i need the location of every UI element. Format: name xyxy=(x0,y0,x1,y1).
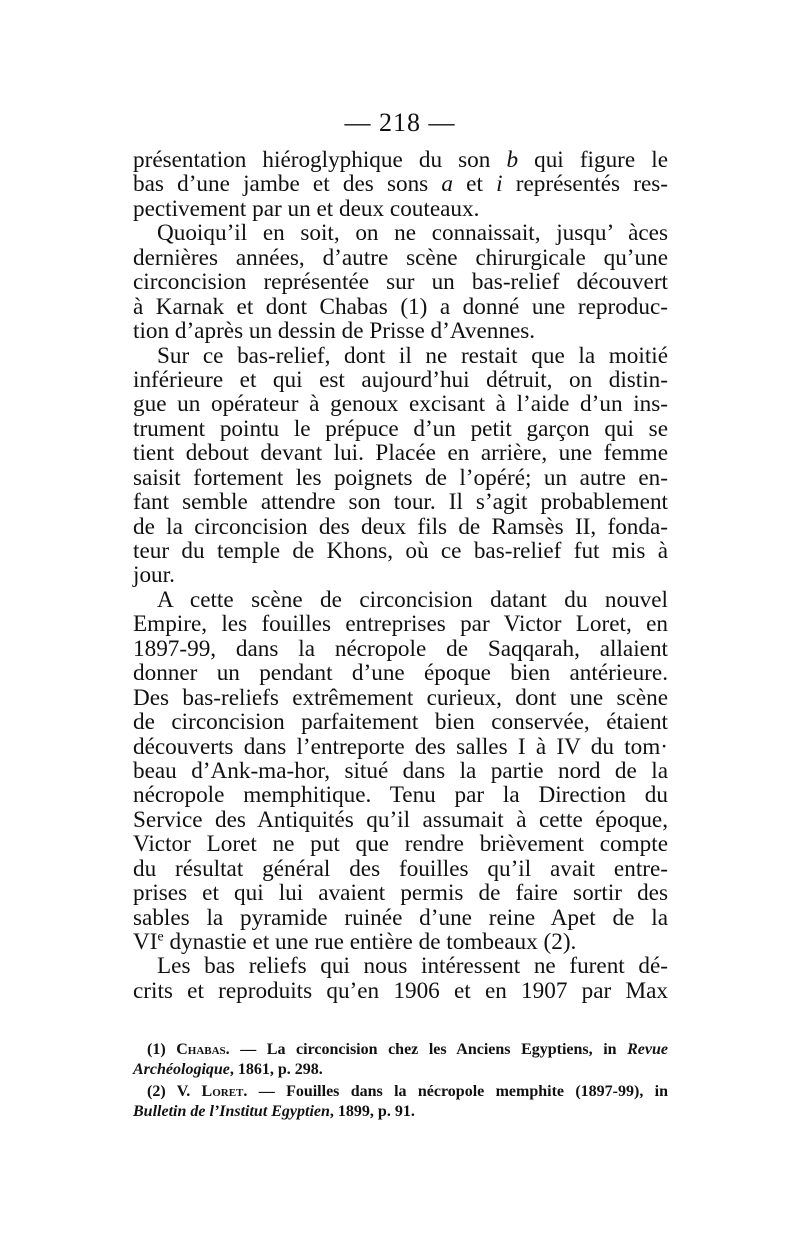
text-segment: trument pointu le prépuce d’un petit garçon qui se xyxy=(133,415,668,442)
text-segment: tion d’après un dessin de Prisse d’Avennes. xyxy=(133,318,536,345)
text-line xyxy=(133,710,668,734)
text-segment: Service des Antiquités qu’il assumait à cette époque, xyxy=(133,806,668,833)
text-segment: crits et reproduits qu’en 1906 et en 1907 par Max xyxy=(133,977,668,1004)
text-segment: tient debout devant lui. Placée en arrière, une femme xyxy=(133,440,668,467)
text-segment: Revue xyxy=(627,1041,668,1058)
text-line xyxy=(133,979,668,1003)
text-segment: gue un opérateur à genoux excisant à l’aide d’un ins- xyxy=(133,391,668,418)
text-line xyxy=(133,686,668,710)
text-line xyxy=(133,246,668,270)
text-segment: de la circoncision des deux fils de Ramsès II, fonda- xyxy=(133,513,668,540)
page-number: — 218 — xyxy=(344,108,456,137)
text-line xyxy=(133,954,668,978)
footnote-line xyxy=(133,1082,668,1102)
text-segment: Victor Loret ne put que rendre brièvement compte xyxy=(133,831,668,858)
text-segment: , 1899, p. 91. xyxy=(329,1102,415,1120)
text-segment: (2) V. xyxy=(147,1083,202,1100)
text-segment: présentation hiéroglyphique du son xyxy=(133,147,507,173)
text-line xyxy=(133,637,668,661)
text-segment: Chabas xyxy=(176,1041,226,1058)
footnote-line xyxy=(133,1060,668,1080)
text-line xyxy=(133,735,668,759)
text-line xyxy=(133,319,668,343)
text-line xyxy=(133,197,668,221)
text-segment: Les bas reliefs qui nous intéressent ne furent dé- xyxy=(157,953,668,980)
text-segment: , 1861, p. 298. xyxy=(229,1060,323,1078)
text-line xyxy=(133,612,668,636)
text-segment: teur du temple de Khons, où ce bas-relief fut mis à xyxy=(133,538,668,564)
text-segment: b xyxy=(506,147,519,173)
text-line xyxy=(133,221,668,245)
text-segment: et xyxy=(452,171,497,198)
text-segment: e xyxy=(157,929,164,945)
text-line xyxy=(133,295,668,319)
text-segment: fant semble attendre son tour. Il s’agit probablement xyxy=(133,489,668,516)
text-line xyxy=(133,368,668,392)
text-segment: Loret xyxy=(201,1083,244,1100)
text-line xyxy=(133,490,668,514)
footnote xyxy=(133,1082,668,1121)
text-segment: bas d’une jambe et des sons xyxy=(133,171,442,198)
text-segment: qui figure le xyxy=(518,147,669,173)
text-line xyxy=(133,466,668,490)
footnote-line xyxy=(133,1040,668,1060)
text-segment: pectivement par un et deux couteaux. xyxy=(133,195,480,222)
text-segment: a xyxy=(441,171,453,198)
text-segment: Quoiqu’il en soit, on ne connaissait, jusqu’ àces xyxy=(157,220,668,247)
text-line xyxy=(133,661,668,685)
text-segment: jour. xyxy=(133,562,175,589)
text-segment: . — Fouilles dans la nécropole memphite (1897-99), in xyxy=(243,1083,668,1100)
footnotes xyxy=(133,1040,668,1121)
text-segment: VI xyxy=(133,929,158,955)
text-segment: Des bas-reliefs extrêmement curieux, dont une scène xyxy=(133,684,668,711)
text-line xyxy=(133,344,668,368)
text-segment: Archéologique xyxy=(133,1060,230,1078)
text-segment: donner un pendant d’une époque bien antérieure. xyxy=(133,660,668,687)
text-line xyxy=(133,563,668,587)
footnote-line xyxy=(133,1102,668,1122)
text-line xyxy=(133,783,668,807)
text-segment: découverts dans l’entreporte des salles I à IV du tom· xyxy=(133,733,668,760)
text-line xyxy=(133,270,668,294)
text-segment: 1897-99, dans la nécropole de Saqqarah, allaient xyxy=(133,635,668,662)
text-segment: dernières années, d’autre scène chirurgicale qu’une xyxy=(133,244,668,271)
text-segment: beau d’Ank-ma-hor, situé dans la partie nord de la xyxy=(133,757,668,784)
text-line xyxy=(133,515,668,539)
text-segment: Empire, les fouilles entreprises par Victor Loret, en xyxy=(133,611,668,638)
text-line xyxy=(133,172,668,196)
body-text xyxy=(133,148,668,1003)
text-line xyxy=(133,392,668,416)
text-segment: (1) xyxy=(147,1041,177,1058)
text-segment: Sur ce bas-relief, dont il ne restait que la moitié xyxy=(157,342,668,369)
text-segment: . — La circoncision chez les Anciens Egyptiens, in xyxy=(225,1041,628,1058)
text-line xyxy=(133,441,668,465)
text-segment: à Karnak et dont Chabas (1) a donné une reproduc- xyxy=(133,293,668,320)
text-line xyxy=(133,148,668,172)
text-line xyxy=(133,857,668,881)
text-line xyxy=(133,417,668,441)
text-segment: Bulletin de l’Institut Egyptien xyxy=(133,1102,330,1120)
text-segment: de circoncision parfaitement bien conservée, étaient xyxy=(133,709,668,736)
text-segment: représentés res- xyxy=(502,171,668,198)
text-line xyxy=(133,930,668,954)
text-segment: i xyxy=(496,171,503,198)
text-line xyxy=(133,881,668,905)
footnote xyxy=(133,1040,668,1079)
text-segment: sables la pyramide ruinée d’une reine Apet de la xyxy=(133,904,668,931)
text-line xyxy=(133,588,668,612)
text-segment: du résultat général des fouilles qu’il avait entre- xyxy=(133,855,668,882)
text-segment: dynastie et une rue entière de tombeaux (2). xyxy=(163,929,577,955)
text-line xyxy=(133,832,668,856)
text-segment: prises et qui lui avaient permis de faire sortir des xyxy=(133,880,668,907)
text-line xyxy=(133,539,668,563)
text-line xyxy=(133,808,668,832)
text-line xyxy=(133,906,668,930)
text-segment: saisit fortement les poignets de l’opéré; un autre en- xyxy=(133,464,668,491)
text-segment: inférieure et qui est aujourd’hui détruit, on distin- xyxy=(133,366,668,393)
text-line xyxy=(133,759,668,783)
text-segment: circoncision représentée sur un bas-relief découvert xyxy=(133,269,668,296)
text-segment: nécropole memphitique. Tenu par la Direction du xyxy=(133,782,668,809)
text-segment: A cette scène de circoncision datant du nouvel xyxy=(157,586,668,613)
